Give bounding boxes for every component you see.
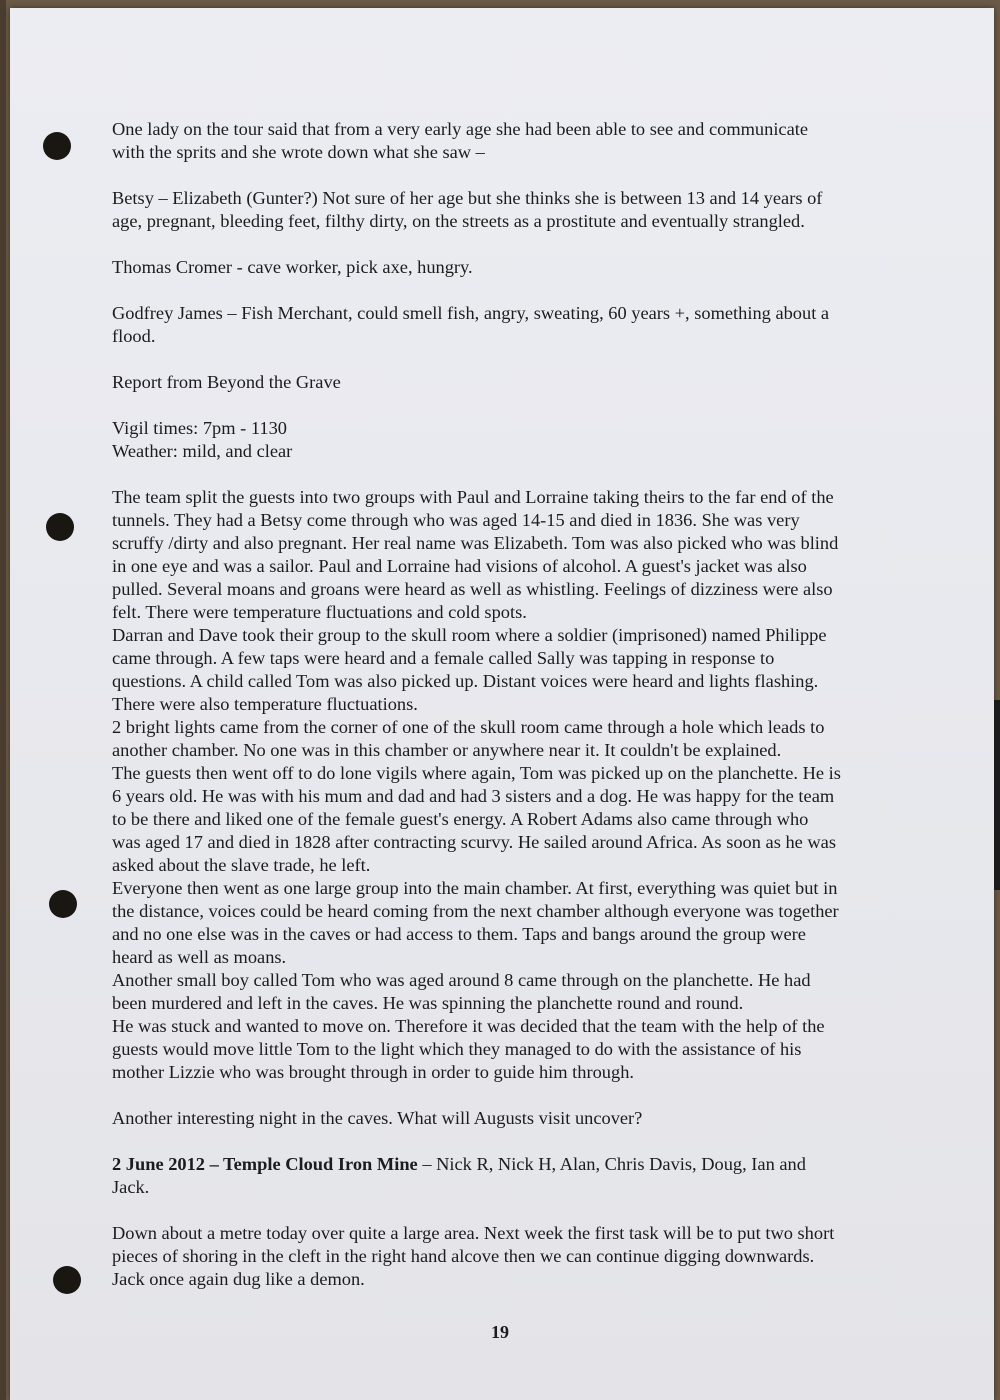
paragraph-list <box>112 118 902 1130</box>
mine-entry-line <box>112 1153 902 1176</box>
paragraph <box>112 118 902 164</box>
paragraph <box>112 371 902 394</box>
paragraph <box>112 302 902 348</box>
punch-hole <box>46 513 74 541</box>
page-number: 19 <box>491 1322 509 1342</box>
text-line: Godfrey James – Fish Merchant, could smell fish, angry, sweating, 60 years +, something about a <box>112 303 830 323</box>
text-line: questions. A child called Tom was also picked up. Distant voices were heard and lights flashing. <box>112 671 819 691</box>
mine-entry-attendees: – Nick R, Nick H, Alan, Chris Davis, Doug, Ian and <box>417 1154 806 1174</box>
punch-hole <box>53 1266 81 1294</box>
text-line: to be there and liked one of the female guest's energy. A Robert Adams also came through who <box>112 809 809 829</box>
paragraph <box>112 1107 902 1130</box>
text-line: Report from Beyond the Grave <box>112 372 341 392</box>
text-line: asked about the slave trade, he left. <box>112 855 371 875</box>
text-line: The guests then went off to do lone vigils where again, Tom was picked up on the planchette. He is <box>112 763 841 783</box>
text-line: Betsy – Elizabeth (Gunter?) Not sure of her age but she thinks she is between 13 and 14 years of <box>112 188 823 208</box>
text-line: the distance, voices could be heard coming from the next chamber although everyone was together <box>112 901 839 921</box>
text-line: felt. There were temperature fluctuations and cold spots. <box>112 602 527 622</box>
text-line: pieces of shoring in the cleft in the right hand alcove then we can continue digging downwards. <box>112 1246 815 1266</box>
text-line: One lady on the tour said that from a very early age she had been able to see and communicate <box>112 119 809 139</box>
text-line: 6 years old. He was with his mum and dad and had 3 sisters and a dog. He was happy for the team <box>112 786 835 806</box>
document-body <box>112 118 902 1314</box>
text-line: Another small boy called Tom who was aged around 8 came through on the planchette. He had <box>112 970 811 990</box>
text-line: tunnels. They had a Betsy come through who was aged 14-15 and died in 1836. She was very <box>112 510 800 530</box>
text-line: guests would move little Tom to the light which they managed to do with the assistance of his <box>112 1039 802 1059</box>
text-line: Vigil times: 7pm - 1130 <box>112 418 287 438</box>
text-line: There were also temperature fluctuations. <box>112 694 418 714</box>
edge-mark <box>994 700 1000 890</box>
text-line: age, pregnant, bleeding feet, filthy dirty, on the streets as a prostitute and eventually strangled. <box>112 211 805 231</box>
text-line: and no one else was in the caves or had access to them. Taps and bangs around the group were <box>112 924 806 944</box>
paragraph <box>112 256 902 279</box>
background-wood-seam <box>0 0 6 1400</box>
punch-hole <box>49 890 77 918</box>
text-line: heard as well as moans. <box>112 947 287 967</box>
text-line: 2 bright lights came from the corner of one of the skull room came through a hole which leads to <box>112 717 825 737</box>
text-line: with the sprits and she wrote down what she saw – <box>112 142 485 162</box>
text-line: mother Lizzie who was brought through in order to guide him through. <box>112 1062 634 1082</box>
text-line: He was stuck and wanted to move on. Therefore it was decided that the team with the help of the <box>112 1016 825 1036</box>
text-line: The team split the guests into two groups with Paul and Lorraine taking theirs to the far end of the <box>112 487 834 507</box>
mine-entry-attendees-continued: Jack. <box>112 1177 150 1197</box>
paragraph <box>112 486 902 1084</box>
text-line: pulled. Several moans and groans were heard as well as whistling. Feelings of dizziness were also <box>112 579 833 599</box>
text-line: scruffy /dirty and also pregnant. Her real name was Elizabeth. Tom was also picked who was blind <box>112 533 839 553</box>
text-line: came through. A few taps were heard and a female called Sally was tapping in response to <box>112 648 775 668</box>
paragraph <box>112 187 902 233</box>
text-line: Darran and Dave took their group to the skull room where a soldier (imprisoned) named Philippe <box>112 625 827 645</box>
text-line: flood. <box>112 326 156 346</box>
text-line: been murdered and left in the caves. He was spinning the planchette round and round. <box>112 993 744 1013</box>
text-line: in one eye and was a sailor. Paul and Lorraine had visions of alcohol. A guest's jacket was also <box>112 556 807 576</box>
text-line: Everyone then went as one large group into the main chamber. At first, everything was quiet but in <box>112 878 838 898</box>
text-line: another chamber. No one was in this chamber or anywhere near it. It couldn't be explained. <box>112 740 782 760</box>
mine-entry-paragraph <box>112 1153 902 1199</box>
punch-hole <box>43 132 71 160</box>
mine-entry-heading: 2 June 2012 – Temple Cloud Iron Mine <box>112 1154 418 1174</box>
paragraph <box>112 417 902 463</box>
text-line: Jack once again dug like a demon. <box>112 1269 365 1289</box>
text-line: Down about a metre today over quite a large area. Next week the first task will be to put two short <box>112 1223 835 1243</box>
text-line: was aged 17 and died in 1828 after contracting scurvy. He sailed around Africa. As soon as he was <box>112 832 837 852</box>
text-line: Thomas Cromer - cave worker, pick axe, hungry. <box>112 257 473 277</box>
mine-report-paragraph <box>112 1222 902 1291</box>
text-line: Another interesting night in the caves. What will Augusts visit uncover? <box>112 1108 643 1128</box>
text-line: Weather: mild, and clear <box>112 441 293 461</box>
